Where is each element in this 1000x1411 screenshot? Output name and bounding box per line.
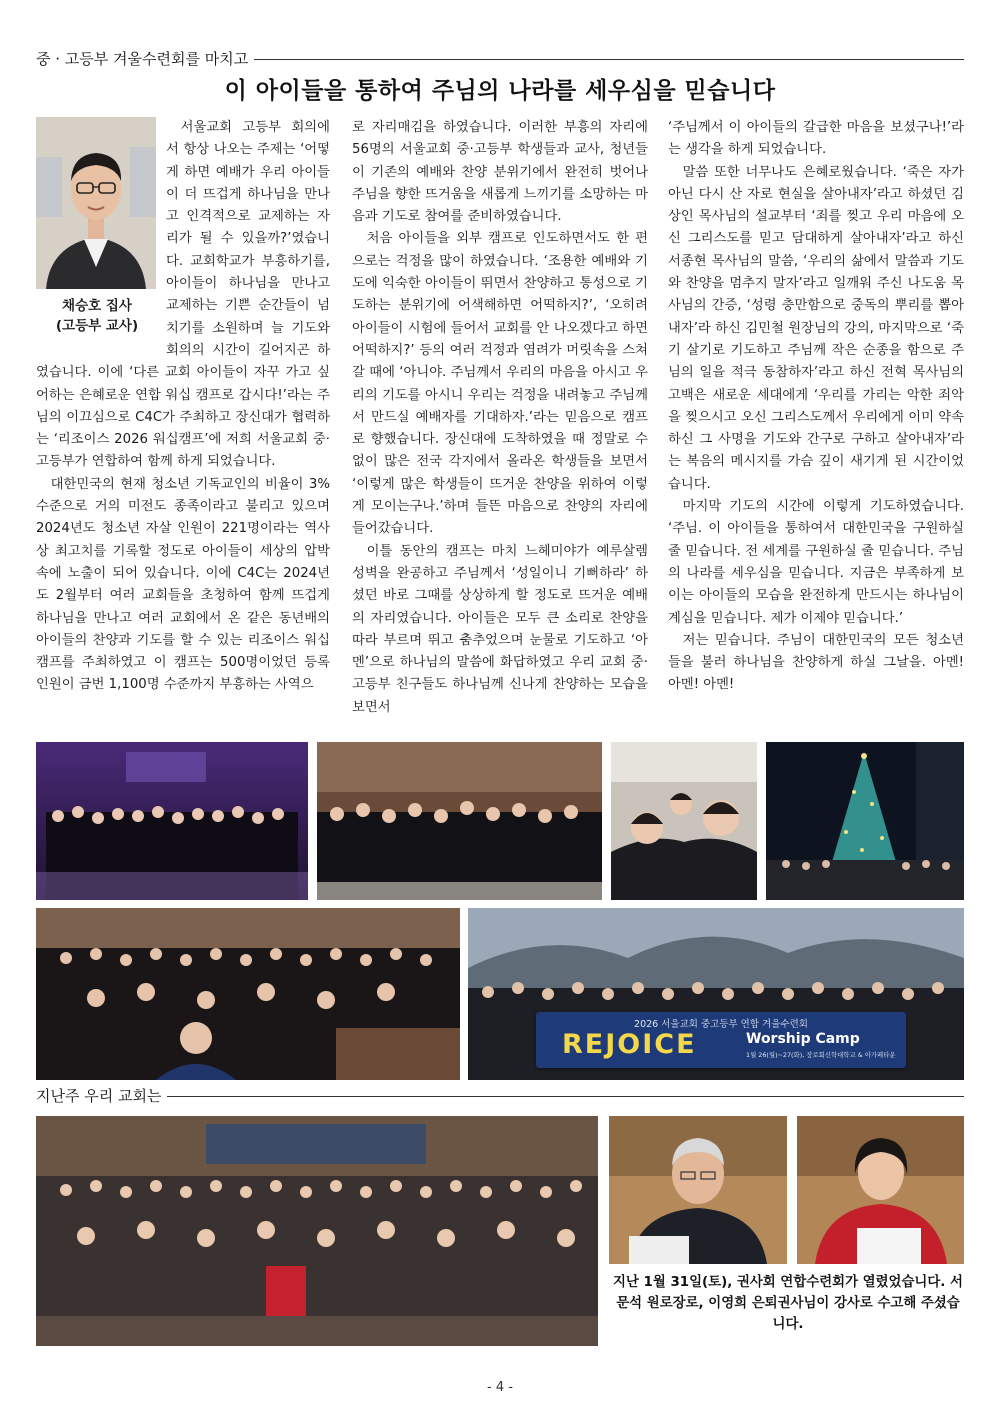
section-rule	[167, 1096, 964, 1097]
paragraph: 대한민국의 현재 청소년 기독교인의 비율이 3% 수준으로 거의 미전도 종족이라고 불리고 있으며 2024년도 청소년 자살 인원이 221명이라는 역사상 최고치를 기록할 정도로 아이들이 세상의 압박 속에 노출이 되어 있습니다. 이에 C4C는 2024년도 2월부터 여러 교회들을 초청하여 함께 뜨겁게 하나님을 만나고 여러 교회에서 온 같은 동년배의 아이들의 찬양과 기도를 할 수 있는 리조이스 워십캠프를 주최하였고 이 캠프는 500명이었던 등록 인원이 금번 1,100명 수준까지 부흥하는 사역으	[36, 476, 330, 693]
photo-large-group-auditorium	[36, 908, 460, 1080]
section-header-top	[36, 48, 964, 69]
paragraph: 이틀 동안의 캠프는 마치 느헤미야가 예루살렘 성벽을 완공하고 주님께서 ‘성일이니 기뻐하라’ 하셨던 바로 그때를 상상하게 할 정도로 뜨거운 예배의 자리였습니다. 아이들은 모두 큰 소리로 찬양을 따라 부르며 뛰고 춤추었으며 눈물로 기도하고 ‘아멘’으로 하나님의 말씀에 화답하였고 우리 교회 중·고등부 친구들도 하나님께 신나게 찬양하는 모습을 보면서	[352, 543, 648, 715]
photo-selfie-group	[611, 742, 757, 900]
photo-deaconess-retreat	[36, 1116, 598, 1346]
paragraph: 저는 믿습니다. 주님이 대한민국의 모든 청소년들을 불러 하나님을 찬양하게 하실 그날을. 아멘! 아멘! 아멘!	[668, 632, 964, 693]
bottom-photo-caption: 지난 1월 31일(토), 권사회 연합수련회가 열렸었습니다. 서문석 원로장로, 이영희 은퇴권사님이 강사로 수고해 주셨습니다.	[613, 1275, 963, 1332]
photo-students-singing	[317, 742, 602, 900]
photo-worship-hall	[36, 742, 308, 900]
paragraph: 로 자리매김을 하였습니다. 이러한 부흥의 자리에 56명의 서울교회 중·고등부 학생들과 교사, 청년들이 기존의 예배와 찬양 분위기에서 완전히 벗어나 주님을 향한 뜨거움을 새롭게 느끼기를 소망하는 마음과 기도로 참여를 준비하였습니다.	[352, 120, 648, 225]
author-name: 채승호 집사	[62, 298, 132, 314]
author-role: (고등부 교사)	[55, 318, 139, 334]
portrait-float-space	[36, 117, 166, 353]
banner-subtitle: 2026 서울교회 중고등부 연합 겨울수련회	[634, 1019, 808, 1030]
section-header-bottom	[36, 1085, 964, 1106]
section-label: 지난주 우리 교회는	[36, 1087, 162, 1105]
paragraph: 처음 아이들을 외부 캠프로 인도하면서도 한 편으로는 걱정을 많이 하였습니다. ‘조용한 예배와 기도에 익숙한 아이들이 뛰면서 찬양하고 통성으로 기도하는 분위기에 어색해하면 어떡하지?’, ‘오히려 아이들이 시험에 들어서 교회를 안 나오겠다고 하면 어떡하지?’ 등의 여러 걱정과 염려가 머릿속을 스쳐갈 때에 ‘아니야. 주님께서 우리의 마음을 아시고 우리의 기도를 아시니 우리는 걱정을 내려놓고 주님께서 만드실 예배자를 기대하자.’라는 믿음으로 캠프로 향했습니다. 장신대에 도착하였을 때 정말로 수없이 많은 전국 각지에서 올라온 학생들을 보면서 ‘이렇게 많은 학생들이 뜨거운 찬양을 위하여 이렇게 모이는구나.’하며 들뜬 마음으로 찬양의 자리에 들어갔습니다.	[352, 231, 648, 537]
section-rule	[254, 59, 964, 60]
article-headline: 이 아이들을 통하여 주님의 나라를 세우심을 믿습니다	[224, 78, 776, 104]
article-column-1	[36, 117, 330, 697]
photo-speaker-deaconess	[797, 1116, 964, 1264]
section-label: 중 · 고등부 겨울수련회를 마치고	[36, 50, 249, 68]
paragraph: ‘주님께서 이 아이들의 갈급한 마음을 보셨구나!’라는 생각을 하게 되었습니다.	[668, 120, 964, 158]
paragraph: 마지막 기도의 시간에 이렇게 기도하였습니다. ‘주님. 이 아이들을 통하여서 대한민국을 구원하실 줄 믿습니다. 전 세계를 구원하실 줄 믿습니다. 주님의 나라를 세우심을 믿습니다. 지금은 부족하게 보이는 아이들의 모습을 완전하게 만드시는 하나님이 계심을 믿습니다. 제가 이제야 믿습니다.’	[668, 499, 964, 626]
photo-speaker-elder	[609, 1116, 787, 1264]
photo-christmas-tree	[766, 742, 964, 900]
banner-side: Worship Camp	[746, 1031, 860, 1047]
page-number: - 4 -	[487, 1380, 513, 1395]
paragraph: 서울교회 고등부 회의에서 항상 나오는 주제는 ‘어떻게 하면 예배가 우리 아이들이 더 뜨겁게 하나님을 만나고 인격적으로 교제하는 자리가 될 수 있을까?’였습니다. 교회학교가 부흥하기를, 아이들이 하나님을 만나고 교제하는 기쁜 순간들이 넘치기를 소원하며 늘 기도와 회의의 시간이 길어지곤 하였습니다. 이에 ‘다른 교회 아이들이 자꾸 가고 싶어하는 은혜로운 연합 워십 캠프로 갑시다!’라는 주님의 이끄심으로 C4C가 주최하고 장신대가 협력하는 ‘리조이스 2026 워십캠프’에 저희 서울교회 중·고등부가 연합하여 함께 하게 되었습니다.	[36, 120, 330, 470]
paragraph: 말씀 또한 너무나도 은혜로웠습니다. ‘죽은 자가 아닌 다시 산 자로 현실을 살아내자’라고 하셨던 김상인 목사님의 설교부터 ‘죄를 찢고 우리 마음에 오신 그리스도를 믿고 담대하게 살아내자’라고 하신 서종현 목사님의 말씀, ‘우리의 삶에서 말씀과 기도와 찬양을 멈추지 말자’라고 일깨워 주신 나도움 목사님의 간증, ‘성령 충만함으로 중독의 뿌리를 뽑아내자’라 하신 김민철 원장님의 강의, 마지막으로 ‘죽기 살기로 기도하고 주님께 작은 순종을 함으로 주님의 일을 적극 동참하자’라고 하신 전혁 목사님의 고백은 새로운 세대에게 ‘우리를 가리는 악한 죄악을 찢으시고 오신 그리스도께서 우리에게 이미 약속하신 그 사명을 기도와 간구로 구하고 살아내자’라는 복음의 메시지를 가슴 깊이 새기게 된 시간이었습니다.	[668, 164, 964, 492]
banner-date: 1월 26(월)~27(화), 장로회신학대학교 & 아가페타운	[746, 1051, 896, 1059]
rejoice-banner	[536, 1012, 906, 1068]
article-column-2	[352, 117, 648, 719]
article-column-3	[668, 117, 964, 697]
banner-title: REJOICE	[562, 1029, 697, 1060]
